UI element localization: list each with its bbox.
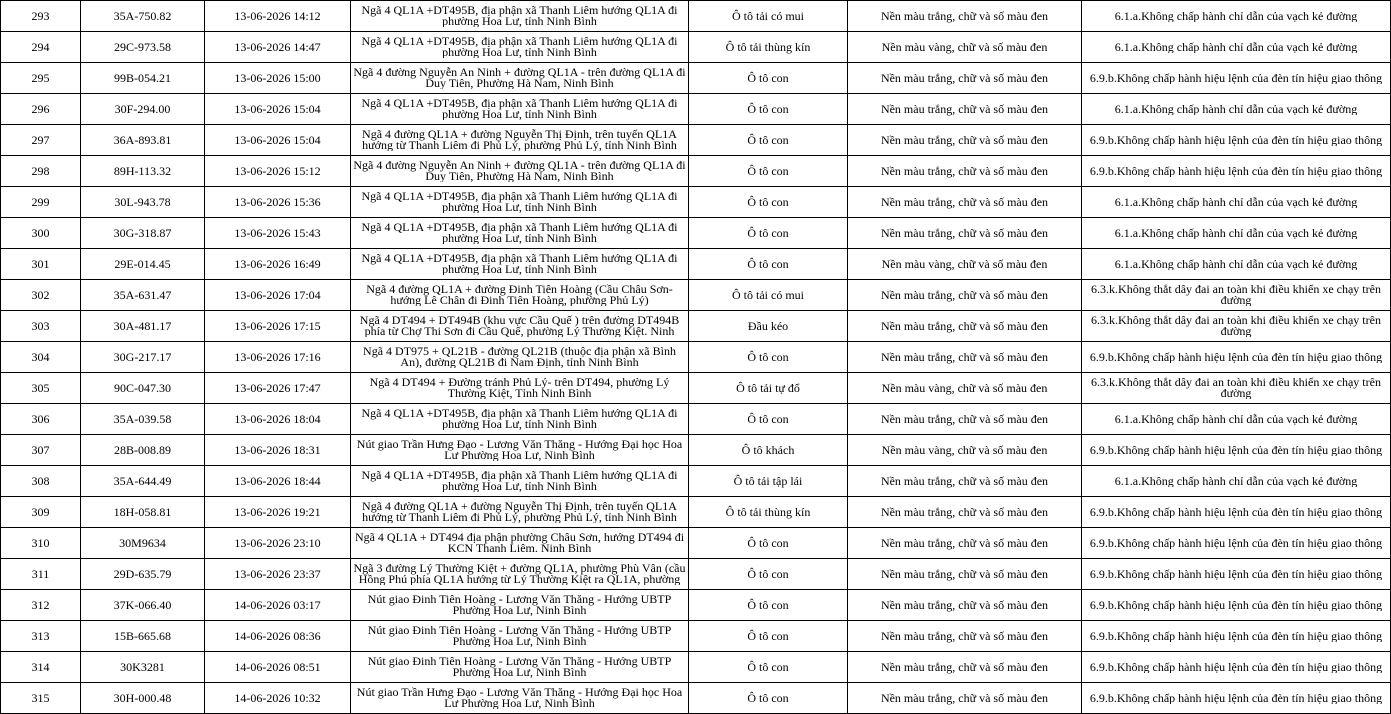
cell-stt: 301 xyxy=(1,249,81,280)
cell-violation xyxy=(1082,280,1391,311)
cell-stt: 298 xyxy=(1,156,81,187)
cell-location xyxy=(351,156,689,187)
cell-vehicle-type: Ô tô con xyxy=(689,218,848,249)
cell-location xyxy=(351,280,689,311)
cell-violation-text: 6.1.a.Không chấp hành chỉ dẫn của vạch kẻ đường xyxy=(1114,103,1358,115)
cell-location xyxy=(351,63,689,94)
cell-vehicle-type: Ô tô tải có mui xyxy=(689,1,848,32)
cell-location-text: Ngã 4 QL1A +DT495B, địa phận xã Thanh Liêm hướng QL1A đi phường Hoa Lư, tỉnh Ninh Bình xyxy=(361,253,678,275)
cell-violation xyxy=(1082,528,1391,559)
cell-stt: 312 xyxy=(1,590,81,621)
cell-location-text: Ngã 4 QL1A +DT495B, địa phận xã Thanh Liêm hướng QL1A đi phường Hoa Lư, tỉnh Ninh Bình xyxy=(361,36,678,58)
cell-location xyxy=(351,32,689,63)
table-row xyxy=(1,683,1391,714)
cell-location xyxy=(351,683,689,714)
cell-location-text: Ngã 4 đường Nguyễn An Ninh + đường QL1A - trên đường QL1A đi Duy Tiên, Phường Hà Nam, Ninh Bình xyxy=(353,160,686,182)
table-row xyxy=(1,125,1391,156)
cell-violation xyxy=(1082,342,1391,373)
cell-stt: 302 xyxy=(1,280,81,311)
cell-stt: 305 xyxy=(1,373,81,404)
cell-vehicle-type: Ô tô con xyxy=(689,156,848,187)
cell-stt: 299 xyxy=(1,187,81,218)
cell-location xyxy=(351,528,689,559)
cell-violation-text: 6.1.a.Không chấp hành chỉ dẫn của vạch kẻ đường xyxy=(1114,196,1358,208)
cell-plate: 30G-318.87 xyxy=(81,218,205,249)
cell-plate-color: Nền màu trắng, chữ và số màu đen xyxy=(848,528,1082,559)
cell-plate: 37K-066.40 xyxy=(81,590,205,621)
cell-stt: 293 xyxy=(1,1,81,32)
cell-violation xyxy=(1082,187,1391,218)
cell-violation-text: 6.9.b.Không chấp hành hiệu lệnh của đèn tín hiệu giao thông xyxy=(1089,599,1383,611)
table-row xyxy=(1,652,1391,683)
cell-plate: 90C-047.30 xyxy=(81,373,205,404)
table-row xyxy=(1,497,1391,528)
cell-location-text: Ngã 4 QL1A +DT495B, địa phận xã Thanh Liêm hướng QL1A đi phường Hoa Lư, tỉnh Ninh Bình xyxy=(361,191,678,213)
cell-plate: 29C-973.58 xyxy=(81,32,205,63)
cell-violation-text: 6.9.b.Không chấp hành hiệu lệnh của đèn tín hiệu giao thông xyxy=(1089,444,1383,456)
cell-plate-color: Nền màu trắng, chữ và số màu đen xyxy=(848,94,1082,125)
cell-vehicle-type: Ô tô con xyxy=(689,621,848,652)
cell-vehicle-type: Ô tô tải thùng kín xyxy=(689,32,848,63)
cell-location xyxy=(351,466,689,497)
cell-vehicle-type: Ô tô con xyxy=(689,683,848,714)
cell-plate: 18H-058.81 xyxy=(81,497,205,528)
violation-rows xyxy=(1,1,1391,714)
cell-location-text: Ngã 4 QL1A +DT495B, địa phận xã Thanh Liêm hướng QL1A đi phường Hoa Lư, tỉnh Ninh Bình xyxy=(361,98,678,120)
cell-time: 13-06-2026 18:04 xyxy=(205,404,351,435)
table-row xyxy=(1,311,1391,342)
cell-violation-text: 6.9.b.Không chấp hành hiệu lệnh của đèn tín hiệu giao thông xyxy=(1089,568,1383,580)
cell-vehicle-type: Ô tô khách xyxy=(689,435,848,466)
cell-violation xyxy=(1082,1,1391,32)
cell-location xyxy=(351,621,689,652)
cell-violation-text: 6.9.b.Không chấp hành hiệu lệnh của đèn tín hiệu giao thông xyxy=(1089,692,1383,704)
cell-time: 13-06-2026 23:10 xyxy=(205,528,351,559)
cell-violation xyxy=(1082,156,1391,187)
cell-plate-color: Nền màu trắng, chữ và số màu đen xyxy=(848,590,1082,621)
cell-violation xyxy=(1082,32,1391,63)
table-row xyxy=(1,528,1391,559)
cell-time: 13-06-2026 15:00 xyxy=(205,63,351,94)
cell-stt: 297 xyxy=(1,125,81,156)
cell-time: 14-06-2026 08:36 xyxy=(205,621,351,652)
cell-location-text: Ngã 4 QL1A +DT495B, địa phận xã Thanh Liêm hướng QL1A đi phường Hoa Lư, tỉnh Ninh Bình xyxy=(361,408,678,430)
cell-plate: 15B-665.68 xyxy=(81,621,205,652)
cell-violation xyxy=(1082,652,1391,683)
cell-plate-color: Nền màu trắng, chữ và số màu đen xyxy=(848,559,1082,590)
cell-violation-text: 6.9.b.Không chấp hành hiệu lệnh của đèn tín hiệu giao thông xyxy=(1089,537,1383,549)
cell-stt: 306 xyxy=(1,404,81,435)
cell-plate: 29D-635.79 xyxy=(81,559,205,590)
cell-location xyxy=(351,94,689,125)
cell-vehicle-type: Ô tô con xyxy=(689,125,848,156)
cell-location-text: Ngã 4 đường QL1A + đường Nguyễn Thị Định, trên tuyến QL1A hướng từ Thanh Liêm đi Phủ Lý, phường Phủ Lý, tỉnh Ninh Bình xyxy=(362,129,677,151)
cell-plate: 89H-113.32 xyxy=(81,156,205,187)
cell-plate-color: Nền màu trắng, chữ và số màu đen xyxy=(848,311,1082,342)
cell-location xyxy=(351,497,689,528)
cell-violation-text: 6.9.b.Không chấp hành hiệu lệnh của đèn tín hiệu giao thông xyxy=(1089,165,1383,177)
cell-violation-text: 6.9.b.Không chấp hành hiệu lệnh của đèn tín hiệu giao thông xyxy=(1089,134,1383,146)
cell-location-text: Ngã 4 QL1A +DT495B, địa phận xã Thanh Liêm hướng QL1A đi phường Hoa Lư, tỉnh Ninh Bình xyxy=(361,5,678,27)
cell-violation-text: 6.3.k.Không thắt dây đai an toàn khi điều khiển xe chạy trên đường xyxy=(1091,284,1381,306)
cell-violation-text: 6.3.k.Không thắt dây đai an toàn khi điều khiển xe chạy trên đường xyxy=(1091,377,1381,399)
table-row xyxy=(1,342,1391,373)
cell-plate-color: Nền màu trắng, chữ và số màu đen xyxy=(848,156,1082,187)
cell-violation xyxy=(1082,621,1391,652)
table-row xyxy=(1,559,1391,590)
cell-time: 13-06-2026 19:21 xyxy=(205,497,351,528)
cell-stt: 313 xyxy=(1,621,81,652)
table-row xyxy=(1,187,1391,218)
cell-location xyxy=(351,373,689,404)
cell-plate: 30F-294.00 xyxy=(81,94,205,125)
table-row xyxy=(1,590,1391,621)
cell-violation-text: 6.1.a.Không chấp hành chỉ dẫn của vạch kẻ đường xyxy=(1114,258,1358,270)
cell-plate-color: Nền màu trắng, chữ và số màu đen xyxy=(848,497,1082,528)
cell-plate: 35A-039.58 xyxy=(81,404,205,435)
cell-stt: 315 xyxy=(1,683,81,714)
cell-vehicle-type: Ô tô con xyxy=(689,559,848,590)
cell-time: 13-06-2026 18:44 xyxy=(205,466,351,497)
cell-location-text: Nút giao Đinh Tiên Hoàng - Lương Văn Thăng - Hướng UBTP Phường Hoa Lư, Ninh Bình xyxy=(367,594,672,616)
cell-plate-color: Nền màu trắng, chữ và số màu đen xyxy=(848,342,1082,373)
cell-stt: 311 xyxy=(1,559,81,590)
cell-violation-text: 6.1.a.Không chấp hành chỉ dẫn của vạch kẻ đường xyxy=(1114,41,1358,53)
cell-plate: 36A-893.81 xyxy=(81,125,205,156)
cell-stt: 303 xyxy=(1,311,81,342)
table-row xyxy=(1,156,1391,187)
cell-violation xyxy=(1082,466,1391,497)
cell-plate: 30A-481.17 xyxy=(81,311,205,342)
cell-plate-color: Nền màu trắng, chữ và số màu đen xyxy=(848,621,1082,652)
cell-vehicle-type: Ô tô tải có mui xyxy=(689,280,848,311)
cell-plate-color: Nền màu trắng, chữ và số màu đen xyxy=(848,280,1082,311)
cell-location-text: Ngã 3 đường Lý Thường Kiệt + đường QL1A, phường Phù Vân (cầu Hồng Phú phía QL1A hướng từ Lý Thường Kiệt ra QL1A, phường xyxy=(353,563,686,585)
cell-time: 13-06-2026 15:04 xyxy=(205,94,351,125)
cell-location-text: Nút giao Trần Hưng Đạo - Lương Văn Thăng - Hướng Đại học Hoa Lư Phường Hoa Lư, Ninh Bình xyxy=(356,439,683,461)
cell-plate: 30L-943.78 xyxy=(81,187,205,218)
table-row xyxy=(1,249,1391,280)
cell-time: 13-06-2026 16:49 xyxy=(205,249,351,280)
cell-stt: 308 xyxy=(1,466,81,497)
table-row xyxy=(1,1,1391,32)
cell-location-text: Ngã 4 đường QL1A + đường Đinh Tiên Hoàng (Cầu Châu Sơn- hướng Lê Chân đi Đinh Tiên Hoàng, phường Phủ Lý) xyxy=(366,284,673,306)
cell-time: 13-06-2026 14:47 xyxy=(205,32,351,63)
cell-location-text: Ngã 4 DT494 + DT494B (khu vực Cầu Quế ) trên đường DT494B phía từ Chợ Thi Sơn đi Cầu Quế, phường Lý Thường Kiệt. Ninh xyxy=(359,315,680,337)
cell-plate: 28B-008.89 xyxy=(81,435,205,466)
cell-time: 13-06-2026 17:47 xyxy=(205,373,351,404)
cell-stt: 294 xyxy=(1,32,81,63)
cell-location xyxy=(351,125,689,156)
cell-location xyxy=(351,404,689,435)
cell-location-text: Nút giao Đinh Tiên Hoàng - Lương Văn Thăng - Hướng UBTP Phường Hoa Lư, Ninh Bình xyxy=(367,656,672,678)
cell-time: 13-06-2026 17:04 xyxy=(205,280,351,311)
cell-location-text: Ngã 4 QL1A +DT495B, địa phận xã Thanh Liêm hướng QL1A đi phường Hoa Lư, tỉnh Ninh Bình xyxy=(361,222,678,244)
table-row xyxy=(1,621,1391,652)
cell-violation-text: 6.9.b.Không chấp hành hiệu lệnh của đèn tín hiệu giao thông xyxy=(1089,351,1383,363)
cell-time: 14-06-2026 03:17 xyxy=(205,590,351,621)
cell-vehicle-type: Đầu kéo xyxy=(689,311,848,342)
cell-location-text: Ngã 4 DT975 + QL21B - đường QL21B (thuộc địa phận xã Bình An), đường QL21B đi Nam Định, tỉnh Ninh Bình xyxy=(363,346,676,368)
table-row xyxy=(1,373,1391,404)
cell-plate: 30M9634 xyxy=(81,528,205,559)
cell-violation-text: 6.1.a.Không chấp hành chỉ dẫn của vạch kẻ đường xyxy=(1114,475,1358,487)
cell-location-text: Ngã 4 đường QL1A + đường Nguyễn Thị Định, trên tuyến QL1A hướng từ Thanh Liêm đi Phủ Lý, phường Phủ Lý, tỉnh Ninh Bình xyxy=(362,501,677,523)
cell-plate-color: Nền màu vàng, chữ và số màu đen xyxy=(848,373,1082,404)
cell-plate-color: Nền màu trắng, chữ và số màu đen xyxy=(848,187,1082,218)
cell-vehicle-type: Ô tô con xyxy=(689,528,848,559)
cell-time: 14-06-2026 08:51 xyxy=(205,652,351,683)
cell-time: 13-06-2026 17:15 xyxy=(205,311,351,342)
cell-location xyxy=(351,590,689,621)
cell-vehicle-type: Ô tô con xyxy=(689,342,848,373)
cell-location xyxy=(351,187,689,218)
cell-violation-text: 6.9.b.Không chấp hành hiệu lệnh của đèn tín hiệu giao thông xyxy=(1089,661,1383,673)
cell-plate-color: Nền màu vàng, chữ và số màu đen xyxy=(848,249,1082,280)
cell-location xyxy=(351,218,689,249)
cell-vehicle-type: Ô tô tải tập lái xyxy=(689,466,848,497)
cell-plate-color: Nền màu trắng, chữ và số màu đen xyxy=(848,404,1082,435)
cell-vehicle-type: Ô tô con xyxy=(689,652,848,683)
cell-plate-color: Nền màu trắng, chữ và số màu đen xyxy=(848,652,1082,683)
cell-stt: 304 xyxy=(1,342,81,373)
cell-violation-text: 6.1.a.Không chấp hành chỉ dẫn của vạch kẻ đường xyxy=(1114,413,1358,425)
cell-time: 13-06-2026 15:12 xyxy=(205,156,351,187)
cell-violation-text: 6.1.a.Không chấp hành chỉ dẫn của vạch kẻ đường xyxy=(1114,10,1358,22)
cell-vehicle-type: Ô tô con xyxy=(689,404,848,435)
cell-location xyxy=(351,559,689,590)
cell-stt: 314 xyxy=(1,652,81,683)
cell-stt: 310 xyxy=(1,528,81,559)
cell-time: 13-06-2026 15:43 xyxy=(205,218,351,249)
cell-vehicle-type: Ô tô con xyxy=(689,187,848,218)
cell-plate: 35A-644.49 xyxy=(81,466,205,497)
cell-location xyxy=(351,652,689,683)
cell-time: 14-06-2026 10:32 xyxy=(205,683,351,714)
cell-violation xyxy=(1082,63,1391,94)
cell-location-text: Nút giao Trần Hưng Đạo - Lương Văn Thăng - Hướng Đại học Hoa Lư Phường Hoa Lư, Ninh Bình xyxy=(356,687,683,709)
cell-violation xyxy=(1082,311,1391,342)
table-row xyxy=(1,404,1391,435)
cell-time: 13-06-2026 15:36 xyxy=(205,187,351,218)
cell-vehicle-type: Ô tô con xyxy=(689,63,848,94)
cell-plate-color: Nền màu trắng, chữ và số màu đen xyxy=(848,1,1082,32)
table-row xyxy=(1,435,1391,466)
cell-plate-color: Nền màu vàng, chữ và số màu đen xyxy=(848,32,1082,63)
cell-plate: 35A-631.47 xyxy=(81,280,205,311)
cell-stt: 307 xyxy=(1,435,81,466)
cell-location-text: Nút giao Đinh Tiên Hoàng - Lương Văn Thăng - Hướng UBTP Phường Hoa Lư, Ninh Bình xyxy=(367,625,672,647)
cell-time: 13-06-2026 14:12 xyxy=(205,1,351,32)
cell-time: 13-06-2026 23:37 xyxy=(205,559,351,590)
cell-violation xyxy=(1082,125,1391,156)
cell-location xyxy=(351,435,689,466)
cell-location xyxy=(351,342,689,373)
cell-plate: 30G-217.17 xyxy=(81,342,205,373)
cell-violation-text: 6.3.k.Không thắt dây đai an toàn khi điều khiển xe chạy trên đường xyxy=(1091,315,1381,337)
cell-plate: 30H-000.48 xyxy=(81,683,205,714)
cell-location-text: Ngã 4 QL1A + DT494 địa phận phường Châu Sơn, hướng DT494 đi KCN Thanh Liêm. Ninh Bình xyxy=(354,532,685,554)
cell-violation xyxy=(1082,435,1391,466)
cell-time: 13-06-2026 18:31 xyxy=(205,435,351,466)
cell-time: 13-06-2026 17:16 xyxy=(205,342,351,373)
table-row xyxy=(1,280,1391,311)
cell-location xyxy=(351,249,689,280)
table-row xyxy=(1,63,1391,94)
cell-vehicle-type: Ô tô con xyxy=(689,590,848,621)
cell-plate: 35A-750.82 xyxy=(81,1,205,32)
cell-vehicle-type: Ô tô con xyxy=(689,94,848,125)
cell-plate-color: Nền màu trắng, chữ và số màu đen xyxy=(848,683,1082,714)
cell-violation xyxy=(1082,373,1391,404)
cell-vehicle-type: Ô tô con xyxy=(689,249,848,280)
cell-plate-color: Nền màu trắng, chữ và số màu đen xyxy=(848,218,1082,249)
cell-violation-text: 6.9.b.Không chấp hành hiệu lệnh của đèn tín hiệu giao thông xyxy=(1089,506,1383,518)
cell-plate: 99B-054.21 xyxy=(81,63,205,94)
cell-vehicle-type: Ô tô tải tự đổ xyxy=(689,373,848,404)
cell-stt: 300 xyxy=(1,218,81,249)
cell-violation xyxy=(1082,497,1391,528)
cell-vehicle-type: Ô tô tải thùng kín xyxy=(689,497,848,528)
cell-violation-text: 6.9.b.Không chấp hành hiệu lệnh của đèn tín hiệu giao thông xyxy=(1089,72,1383,84)
table-row xyxy=(1,94,1391,125)
table-row xyxy=(1,218,1391,249)
cell-violation xyxy=(1082,249,1391,280)
cell-plate-color: Nền màu trắng, chữ và số màu đen xyxy=(848,125,1082,156)
cell-stt: 295 xyxy=(1,63,81,94)
cell-plate-color: Nền màu trắng, chữ và số màu đen xyxy=(848,63,1082,94)
cell-stt: 309 xyxy=(1,497,81,528)
cell-location-text: Ngã 4 QL1A +DT495B, địa phận xã Thanh Liêm hướng QL1A đi phường Hoa Lư, tỉnh Ninh Bình xyxy=(361,470,678,492)
cell-violation xyxy=(1082,559,1391,590)
cell-location-text: Ngã 4 đường Nguyễn An Ninh + đường QL1A - trên đường QL1A đi Duy Tiên, Phường Hà Nam, Ninh Bình xyxy=(353,67,686,89)
cell-location xyxy=(351,311,689,342)
cell-location xyxy=(351,1,689,32)
cell-violation xyxy=(1082,683,1391,714)
cell-violation xyxy=(1082,218,1391,249)
cell-violation xyxy=(1082,404,1391,435)
cell-stt: 296 xyxy=(1,94,81,125)
cell-plate-color: Nền màu vàng, chữ và số màu đen xyxy=(848,435,1082,466)
cell-plate: 30K3281 xyxy=(81,652,205,683)
cell-time: 13-06-2026 15:04 xyxy=(205,125,351,156)
cell-violation xyxy=(1082,590,1391,621)
table-row xyxy=(1,466,1391,497)
cell-violation-text: 6.1.a.Không chấp hành chỉ dẫn của vạch kẻ đường xyxy=(1114,227,1358,239)
cell-violation xyxy=(1082,94,1391,125)
table-row xyxy=(1,32,1391,63)
cell-violation-text: 6.9.b.Không chấp hành hiệu lệnh của đèn tín hiệu giao thông xyxy=(1089,630,1383,642)
cell-plate-color: Nền màu trắng, chữ và số màu đen xyxy=(848,466,1082,497)
cell-plate: 29E-014.45 xyxy=(81,249,205,280)
cell-location-text: Ngã 4 DT494 + Đường tránh Phủ Lý- trên DT494, phường Lý Thường Kiệt, Tỉnh Ninh Bình xyxy=(369,377,670,399)
